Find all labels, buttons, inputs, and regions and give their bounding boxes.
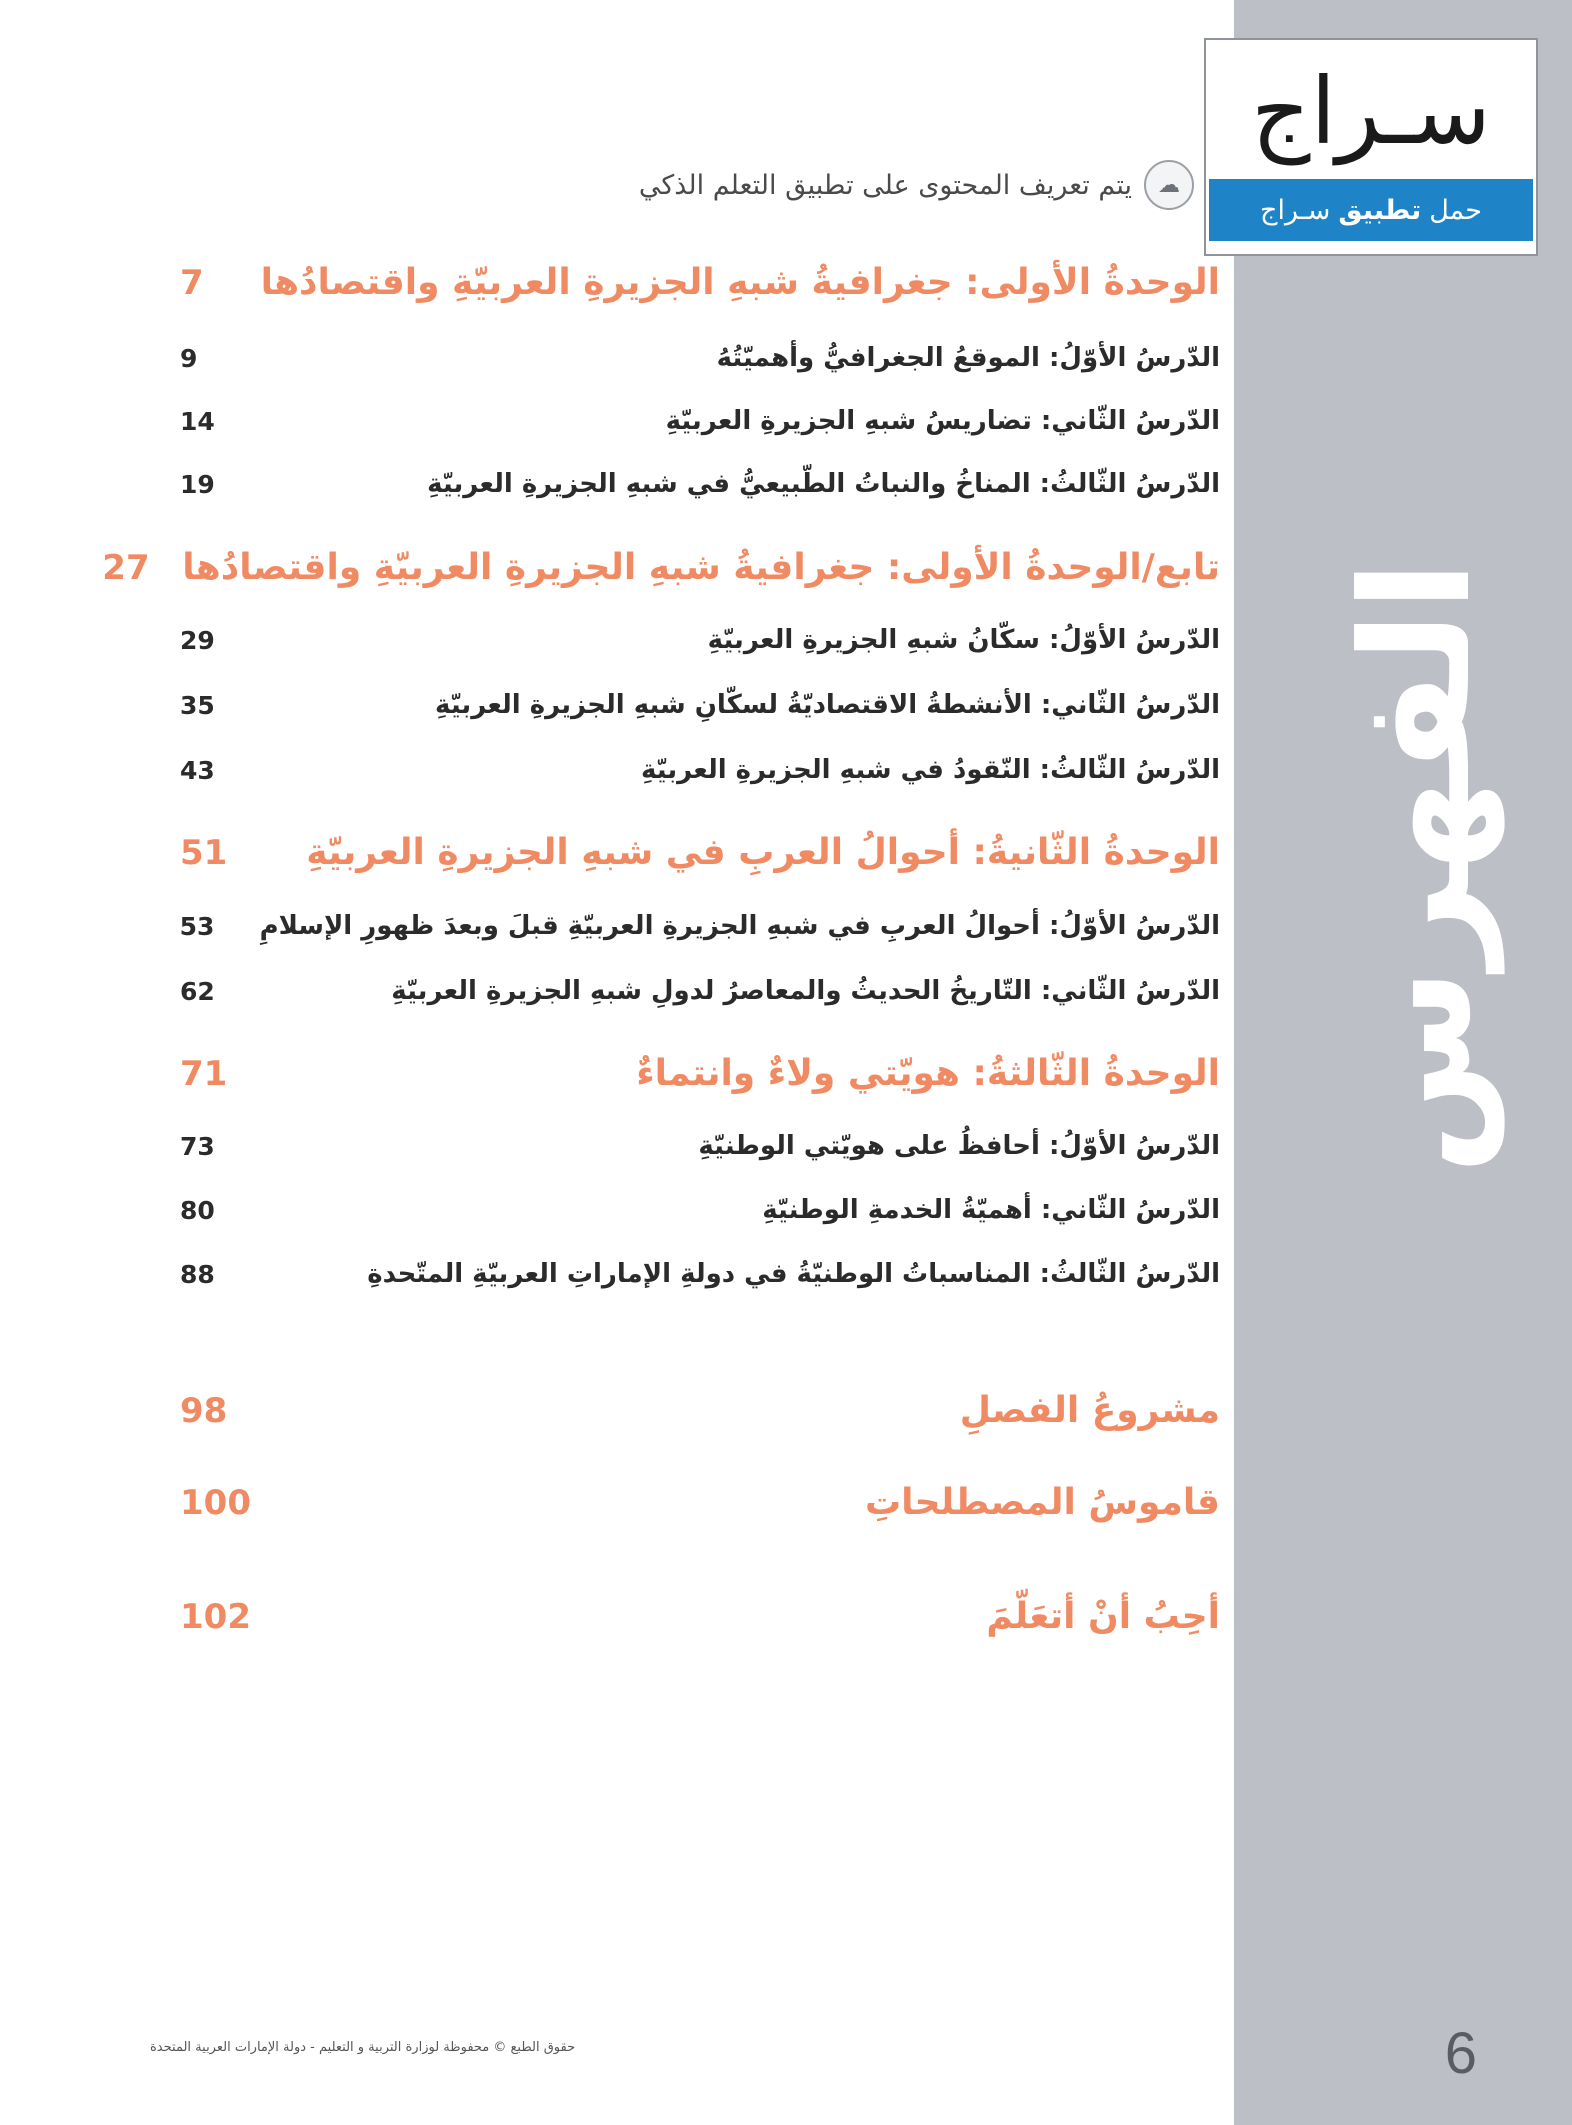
- toc-entry-title: الدّرسُ الثّاني: تضاريسُ شبهِ الجزيرةِ العربيّةِ: [665, 406, 1220, 436]
- toc-lesson-row[interactable]: [180, 1259, 1220, 1289]
- toc-entry-title: الدّرسُ الثّاني: أهميّةُ الخدمةِ الوطنيّةِ: [762, 1195, 1220, 1225]
- toc-extra-row[interactable]: [180, 1596, 1220, 1637]
- toc-entry-title: الدّرسُ الثّاني: التّاريخُ الحديثُ والمعاصرُ لدولِ شبهِ الجزيرةِ العربيّةِ: [391, 976, 1220, 1006]
- toc-entry-page: 73: [180, 1131, 215, 1161]
- toc-entry-page: 51: [180, 832, 228, 873]
- toc-entry-page: 27: [102, 547, 150, 588]
- logo-tagline-suffix: سـراج: [1260, 194, 1331, 226]
- toc-entry-page: 98: [180, 1390, 228, 1431]
- logo-wordmark: سـراج: [1251, 57, 1491, 165]
- toc-entry-page: 43: [180, 755, 215, 785]
- toc-entry-title: الدّرسُ الثّالثُ: المناخُ والنباتُ الطّبيعيُّ في شبهِ الجزيرةِ العربيّةِ: [427, 469, 1220, 499]
- toc-entry-page: 14: [180, 406, 215, 436]
- toc-entry-title: الوحدةُ الثّالثةُ: هويّتي ولاءٌ وانتماءٌ: [636, 1053, 1220, 1094]
- toc-entry-title: أحِبُ أنْ أتعَلّمَ: [986, 1596, 1220, 1637]
- toc-entry-title: الدّرسُ الأوّلُ: أحافظُ على هويّتي الوطنيّةِ: [698, 1131, 1220, 1161]
- smart-learning-note: [639, 160, 1194, 210]
- toc-entry-title: الدّرسُ الأوّلُ: أحوالُ العربِ في شبهِ الجزيرةِ العربيّةِ قبلَ وبعدَ ظهورِ الإسلامِ: [259, 911, 1220, 941]
- smart-learning-icon: ☁: [1144, 160, 1194, 210]
- sidebar-panel: [1234, 0, 1572, 2125]
- toc-lesson-row[interactable]: [180, 690, 1220, 720]
- toc-entry-page: 7: [180, 262, 204, 303]
- toc-entry-page: 71: [180, 1053, 228, 1094]
- toc-unit-row[interactable]: [102, 547, 1220, 588]
- index-title: الفهرس: [1330, 560, 1504, 1176]
- toc-entry-title: الدّرسُ الثّاني: الأنشطةُ الاقتصاديّةُ لسكّانِ شبهِ الجزيرةِ العربيّةِ: [435, 690, 1220, 720]
- toc-lesson-row[interactable]: [180, 911, 1220, 941]
- toc-entry-title: قاموسُ المصطلحاتِ: [864, 1482, 1220, 1523]
- toc-lesson-row[interactable]: [180, 1131, 1220, 1161]
- toc-unit-row[interactable]: [180, 262, 1220, 303]
- page-number: 6: [1444, 2021, 1477, 2086]
- toc-entry-page: 35: [180, 690, 215, 720]
- toc-entry-title: الدّرسُ الأوّلُ: سكّانُ شبهِ الجزيرةِ العربيّةِ: [707, 625, 1220, 655]
- logo-tagline-bold: تطبيق: [1338, 194, 1422, 226]
- toc-lesson-row[interactable]: [180, 343, 1220, 373]
- toc-lesson-row[interactable]: [180, 976, 1220, 1006]
- copyright-footer: حقوق الطبع © محفوظة لوزارة التربية و التعليم - دولة الإمارات العربية المتحدة: [150, 2040, 576, 2055]
- toc-lesson-row[interactable]: [180, 1195, 1220, 1225]
- toc-entry-title: الدّرسُ الثّالثُ: النّقودُ في شبهِ الجزيرةِ العربيّةِ: [640, 755, 1220, 785]
- toc-entry-page: 9: [180, 343, 198, 373]
- toc-lesson-row[interactable]: [180, 755, 1220, 785]
- toc-entry-page: 19: [180, 469, 215, 499]
- toc-lesson-row[interactable]: [180, 469, 1220, 499]
- toc-entry-title: الوحدةُ الثّانيةُ: أحوالُ العربِ في شبهِ الجزيرةِ العربيّةِ: [306, 832, 1220, 873]
- toc-entry-title: الوحدةُ الأولى: جغرافيةُ شبهِ الجزيرةِ العربيّةِ واقتصادُها: [260, 262, 1220, 303]
- logo-tagline-prefix: حمل: [1429, 194, 1482, 226]
- toc-entry-page: 102: [180, 1596, 251, 1637]
- toc-entry-page: 88: [180, 1259, 215, 1289]
- toc-entry-title: تابع/الوحدةُ الأولى: جغرافيةُ شبهِ الجزيرةِ العربيّةِ واقتصادُها: [182, 547, 1220, 588]
- toc-entry-page: 29: [180, 625, 215, 655]
- toc-extra-row[interactable]: [180, 1482, 1220, 1523]
- toc-extra-row[interactable]: [180, 1390, 1220, 1431]
- siraj-logo[interactable]: [1206, 40, 1536, 254]
- logo-tagline: [1209, 179, 1533, 241]
- smart-note-text: يتم تعريف المحتوى على تطبيق التعلم الذكي: [638, 169, 1132, 201]
- toc-entry-title: مشروعُ الفصلِ: [959, 1390, 1220, 1431]
- toc-entry-page: 62: [180, 976, 215, 1006]
- toc-entry-page: 100: [180, 1482, 251, 1523]
- toc-unit-row[interactable]: [180, 1053, 1220, 1094]
- toc-entry-page: 80: [180, 1195, 215, 1225]
- toc-lesson-row[interactable]: [180, 406, 1220, 436]
- toc-entry-page: 53: [179, 911, 215, 941]
- toc-lesson-row[interactable]: [180, 625, 1220, 655]
- toc-entry-title: الدّرسُ الأوّلُ: الموقعُ الجغرافيُّ وأهميّتُهُ: [716, 343, 1220, 373]
- toc-unit-row[interactable]: [180, 832, 1220, 873]
- toc-entry-title: الدّرسُ الثّالثُ: المناسباتُ الوطنيّةُ في دولةِ الإماراتِ العربيّةِ المتّحدةِ: [367, 1259, 1220, 1289]
